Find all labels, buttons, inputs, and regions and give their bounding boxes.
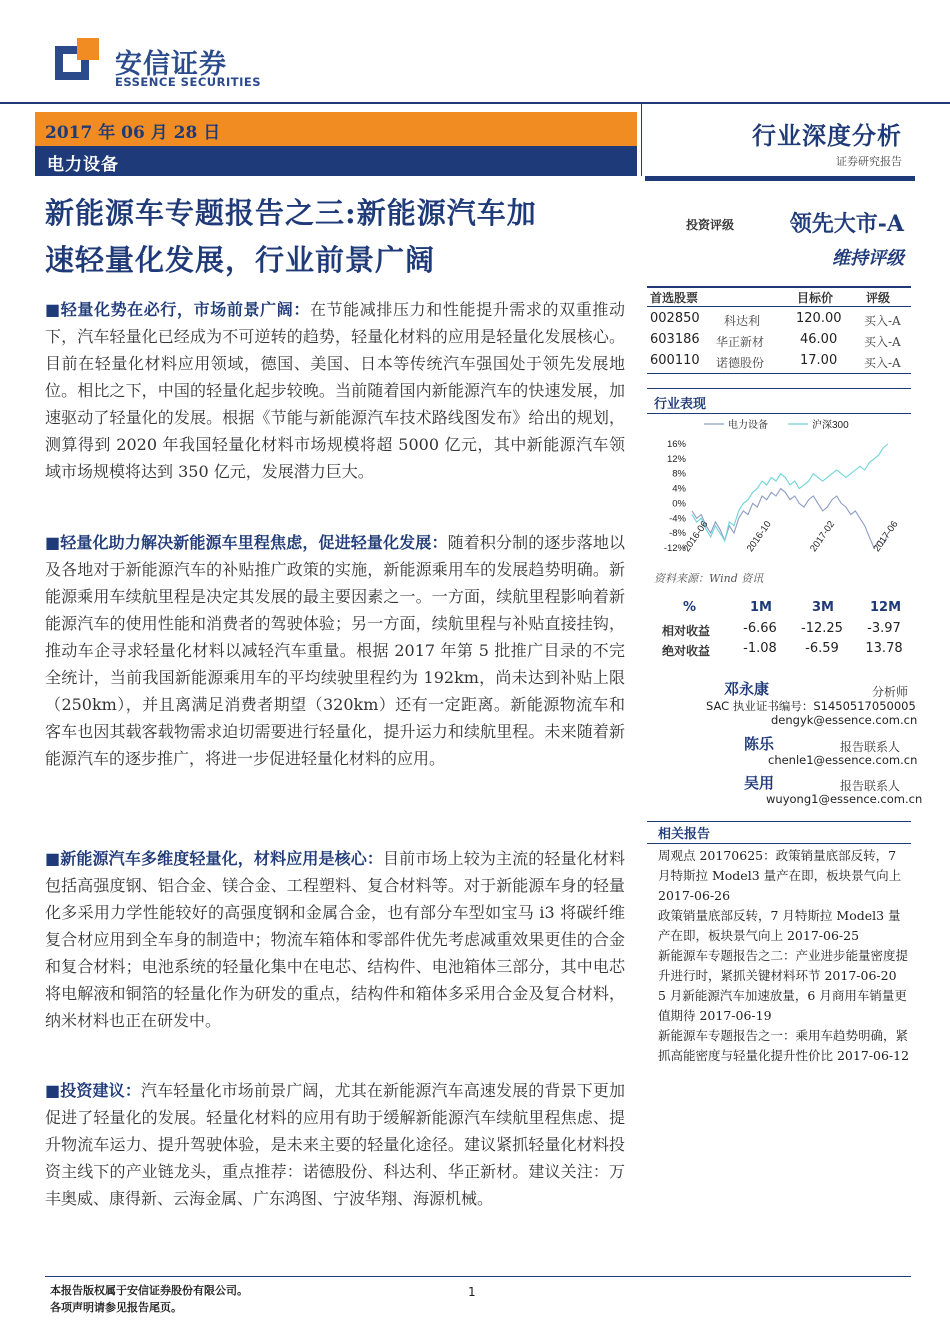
essence-logo-icon	[55, 38, 101, 84]
stock-header-target: 目标价	[797, 291, 834, 305]
brand-name-cn: 安信证券	[115, 49, 227, 80]
bullet-icon: ■	[45, 533, 61, 552]
paragraph-text: 汽车轻量化市场前景广阔，尤其在新能源汽车高速发展的背景下更加促进了轻量化的发展。轻量化材料的应用有助于缓解新能源汽车续航里程焦虑、提升物流车运力、提升驾驶体验，是未来主要的轻量化途径。建议紧抓轻量化材料投资主线下的产业链龙头，重点推荐：诺德股份、科达利、华正新材。建议关注：万丰奥威、康得新、云海金属、广东鸿图、宁波华翔、海源机械。	[45, 1081, 625, 1208]
page-number: 1	[468, 1285, 476, 1299]
performance-chart	[652, 414, 912, 564]
report-title	[45, 190, 635, 284]
stock-code: 600110	[650, 353, 700, 368]
paragraph-text: 目前市场上较为主流的轻量化材料包括高强度钢、铝合金、镁合金、工程塑料、复合材料等。对于新能源车身的轻量化多采用力学性能较好的高强度钢和金属合金，也有部分车型如宝马 i3 将碳纤维复合材应用到全车身的制造中；物流车箱体和零部件优先考虑减重效果更佳的合金和复合材料；电池系统的轻量化集中在电芯、结构件、电池箱体三部分，其中电芯将电解液和铜箔的轻量化作为研发的重点，结构件和箱体多采用合金及复合材料，纳米材料也正在研发中。	[45, 849, 625, 1030]
paragraph-text: 随着积分制的逐步落地以及各地对于新能源汽车的补贴推广政策的实施，新能源乘用车的发展趋势明确。新能源乘用车续航里程是决定其发展的最主要因素之一。一方面，续航里程影响着新能源汽车的使用性能和消费者的驾驶体验；另一方面，续航里程与补贴直接挂钩，推动车企寻求轻量化材料以减轻汽车重量。根据 2017 年第 5 批推广目录的不完全统计，当前我国新能源乘用车的平均续驶里程约为 192km，尚未达到补贴上限（250km），并且离满足消费者期望（320km）还有一定距离。新能源物流车和客车也因其载客载物需求迫切需要进行轻量化，提升运力和续航里程。未来随着新能源汽车的逐步推广，将进一步促进轻量化材料的应用。	[45, 533, 625, 768]
stock-target: 17.00	[800, 353, 838, 368]
rating-label: 投资评级	[686, 218, 735, 232]
analyst-role: 报告联系人	[840, 779, 901, 793]
perf-value: -6.66	[743, 621, 777, 636]
y-axis	[664, 439, 687, 554]
footer-rule	[45, 1276, 911, 1277]
y-tick-label: 12%	[666, 453, 686, 465]
report-category: 电力设备	[47, 155, 119, 175]
stock-code: 002850	[650, 311, 700, 326]
y-tick-label: 0%	[672, 498, 686, 510]
y-tick-label: -4%	[669, 513, 686, 525]
report-title-line2: 速轻量化发展，行业前景广阔	[45, 243, 436, 277]
paragraph-heading: 轻量化势在必行，市场前景广阔：	[60, 300, 310, 319]
analyst-name: 陈乐	[744, 735, 775, 753]
related-rule	[647, 843, 911, 844]
perf-row-label: 相对收益	[662, 624, 711, 638]
y-tick-label: 4%	[672, 483, 686, 495]
right-header-bar	[645, 176, 915, 181]
paragraph-heading: 投资建议：	[60, 1081, 141, 1100]
stock-target: 46.00	[800, 332, 838, 347]
y-tick-label: 8%	[672, 468, 686, 480]
analyst-role: 分析师	[872, 685, 909, 699]
analyst-email[interactable]: chenle1@essence.com.cn	[768, 753, 918, 767]
legend-label-series-1: 电力设备	[728, 420, 768, 431]
stock-name: 科达利	[724, 314, 761, 328]
rating-keep: 维持评级	[832, 248, 904, 269]
report-date: 2017 年 06 月 28 日	[45, 123, 221, 143]
x-tick-label: 2017-02	[808, 519, 838, 555]
x-tick-label: 2016-06	[681, 519, 711, 555]
related-top-rule	[647, 821, 911, 822]
perf-header-3m: 3M	[812, 600, 834, 615]
perf-top-rule	[647, 388, 911, 389]
legend-label-series-2: 沪深300	[812, 420, 849, 431]
stock-table-rule	[647, 306, 911, 307]
paragraph-4	[45, 1077, 625, 1212]
stock-name: 华正新材	[716, 335, 765, 349]
stock-header-rating: 评级	[866, 291, 891, 305]
rating-value: 领先大市-A	[789, 211, 904, 237]
perf-value: -6.59	[805, 641, 839, 656]
paragraph-heading: 新能源汽车多维度轻量化，材料应用是核心：	[60, 849, 384, 868]
analyst-name: 吴用	[744, 774, 775, 792]
stock-rating: 买入-A	[864, 356, 901, 370]
report-type: 行业深度分析	[752, 121, 902, 150]
related-report-link[interactable]: 新能源车专题报告之一：乘用车趋势明确，紧抓高能密度与轻量化提升性价比 2017-06-12	[658, 1028, 910, 1063]
report-subtype: 证券研究报告	[836, 155, 902, 168]
y-tick-label: -8%	[669, 528, 686, 540]
y-tick-label: -12%	[663, 543, 686, 554]
footer-copyright: 本报告版权属于安信证券股份有限公司。	[50, 1284, 248, 1297]
related-report-link[interactable]: 5 月新能源汽车加速放量，6 月商用车销量更值期待 2017-06-19	[658, 988, 907, 1023]
stock-table-top-rule	[647, 286, 911, 288]
perf-title: 行业表现	[654, 397, 707, 412]
paragraph-heading: 轻量化助力解决新能源车里程焦虑，促进轻量化发展：	[60, 533, 448, 552]
related-title: 相关报告	[658, 827, 711, 842]
stock-name: 诺德股份	[716, 356, 765, 370]
analyst-cert: SAC 执业证书编号：S1450517050005	[706, 699, 916, 713]
perf-value: -1.08	[743, 641, 777, 656]
related-report-link[interactable]: 政策销量底部反转，7 月特斯拉 Model3 量产在即，板块景气向上 2017-06-25	[658, 908, 901, 943]
stock-rating: 买入-A	[864, 314, 901, 328]
series-line-2	[692, 444, 888, 541]
bullet-icon: ■	[45, 849, 61, 868]
stock-table-bottom-rule	[647, 373, 911, 374]
bullet-icon: ■	[45, 1081, 61, 1100]
stock-target: 120.00	[796, 311, 842, 326]
chart-source: 资料来源：Wind 资讯	[654, 572, 764, 585]
related-list	[658, 846, 910, 1066]
paragraph-text: 在节能减排压力和性能提升需求的双重推动下，汽车轻量化已经成为不可逆转的趋势，轻量化材料的应用是轻量化发展核心。目前在轻量化材料应用领域，德国、美国、日本等传统汽车强国处于领先发展地位。相比之下，中国的轻量化起步较晚。当前随着国内新能源汽车的快速发展，加速驱动了轻量化的发展。根据《节能与新能源汽车技术路线图发布》给出的规划，测算得到 2020 年我国轻量化材料市场规模将超 5000 亿元，其中新能源汽车领域市场规模将达到 350 亿元，发展潜力巨大。	[45, 300, 625, 481]
chart-lines	[692, 444, 888, 548]
bullet-icon: ■	[45, 300, 61, 319]
category-bar	[35, 146, 637, 176]
perf-value: -3.97	[867, 621, 901, 636]
brand-name-en: ESSENCE SECURITIES	[115, 75, 261, 89]
stock-code: 603186	[650, 332, 700, 347]
stock-header-name: 首选股票	[650, 291, 699, 305]
series-line-1	[692, 489, 888, 548]
y-tick-label: 16%	[666, 439, 686, 450]
perf-value: 13.78	[865, 641, 903, 656]
paragraph-3	[45, 845, 625, 1034]
header-rule	[0, 102, 950, 104]
analyst-role: 报告联系人	[840, 740, 901, 754]
perf-value: -12.25	[801, 621, 843, 636]
perf-header-1m: 1M	[750, 600, 772, 615]
x-tick-label: 2017-06	[871, 519, 901, 555]
related-report-link[interactable]: 新能源车专题报告之二：产业进步能量密度提升进行时，紧抓关键材料环节 2017-06-20	[658, 948, 909, 983]
paragraph-2	[45, 529, 625, 772]
perf-header-12m: 12M	[870, 600, 902, 615]
perf-header-unit: %	[683, 600, 697, 615]
analyst-name: 邓永康	[724, 680, 770, 698]
stock-rating: 买入-A	[864, 335, 901, 349]
analyst-email[interactable]: wuyong1@essence.com.cn	[766, 792, 923, 806]
report-title-line1: 新能源车专题报告之三:新能源汽车加	[45, 196, 537, 230]
paragraph-1	[45, 296, 625, 485]
chart-legend	[704, 418, 849, 431]
related-report-link[interactable]: 周观点 20170625：政策销量底部反转，7 月特斯拉 Model3 量产在即，板块景气向上 2017-06-26	[658, 848, 902, 903]
footer-disclaimer: 各项声明请参见报告尾页。	[50, 1301, 182, 1314]
x-tick-label: 2016-10	[744, 519, 774, 555]
perf-row-label: 绝对收益	[662, 644, 711, 658]
analyst-email[interactable]: dengyk@essence.com.cn	[771, 713, 918, 727]
